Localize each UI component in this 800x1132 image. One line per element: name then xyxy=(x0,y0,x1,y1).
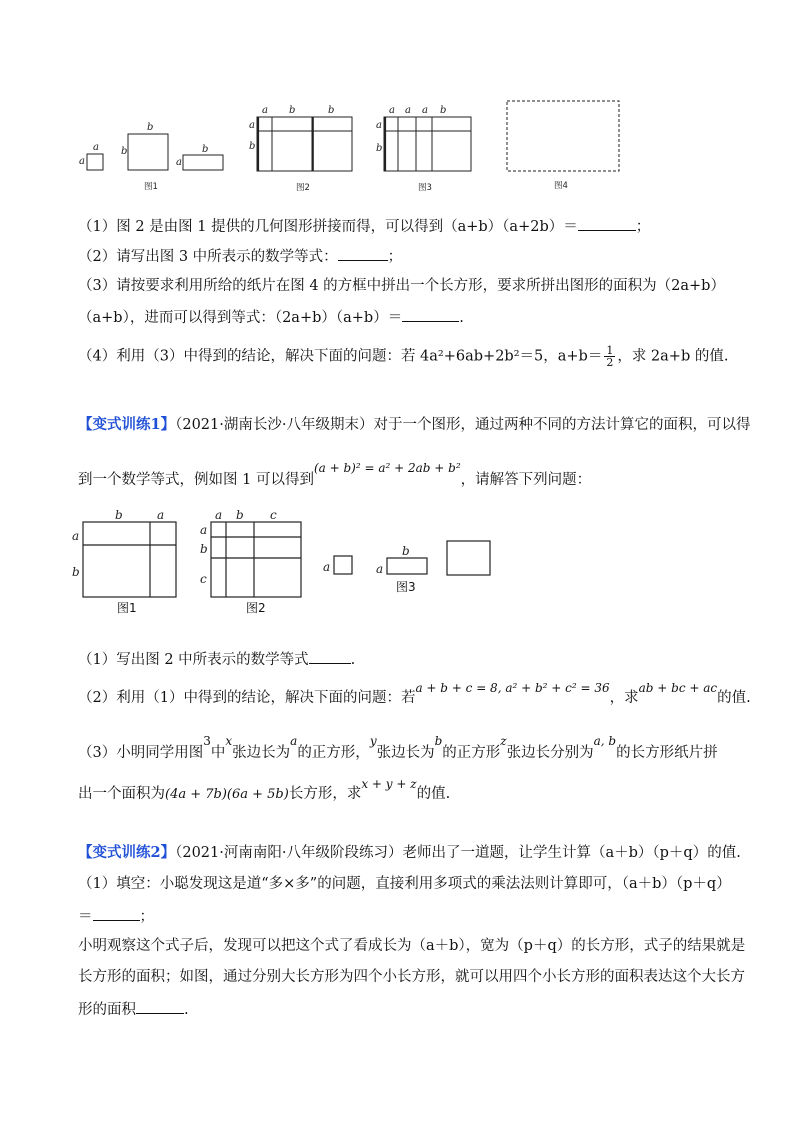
fig1-label: b xyxy=(202,144,209,155)
question-3: （3）请按要求利用所给的纸片在图 4 的方框中拼出一个长方形，要求所拼出图形的面积为（2a+b） xyxy=(78,278,725,294)
t1-question-3: （3）小明同学用图$^3$中$^x$张边长为$^a$的正方形，$^y$张边长为$^b$的正方形$^z$张边长分别为$^{a, b}$的长方形纸片拼 xyxy=(78,734,718,761)
fig3-label: a xyxy=(376,120,382,131)
fig3-caption: 图3 xyxy=(418,183,432,193)
fig3-label: b xyxy=(440,105,447,116)
fig3-label: a xyxy=(389,105,395,116)
t1-question-2: （2）利用（1）中得到的结论，解决下面的问题：若$^{a + b + c = 8, a^2 + b^2 + c^2 = 36}$，求$^{ab + bc + ac}$的值. xyxy=(78,681,751,706)
example-formula: (a + b)² = a² + 2ab + b² xyxy=(313,461,461,475)
t2-question-1-cont: ＝ ； xyxy=(78,905,154,927)
fig3-label: b xyxy=(376,143,383,154)
t2-paragraph-line: 小明观察这个式子后，发现可以把这个式了看成长为（a＋b），宽为（p＋q）的长方形，式子的结果就是 xyxy=(78,938,746,954)
training-1-tag: 【变式训练1】 xyxy=(78,416,176,433)
fig2-caption: 图2 xyxy=(296,183,310,193)
t2-question-1: （1）填空：小聪发现这是道“多×多”的问题，直接利用多项式的乘法法则计算即可，（a＋b）（p＋q） xyxy=(78,876,731,892)
t1-fig1-label: b xyxy=(115,508,123,522)
question-4: （4）利用（3）中得到的结论，解决下面的问题：若 4a²+6ab+2b²＝5，a+b＝ $\frac{1}{2}$ ，求 2a+b 的值. xyxy=(78,344,729,369)
fraction: $\frac{1}{2}$ xyxy=(606,344,614,369)
t1-fig3-rectangle xyxy=(387,558,427,574)
fig1-caption: 图1 xyxy=(144,182,158,192)
fig2-label: b xyxy=(289,105,296,116)
fig4-caption: 图4 xyxy=(554,181,568,191)
fig2-label: b xyxy=(249,141,256,152)
t1-fig2-label: b xyxy=(200,542,208,556)
fig3-label: a xyxy=(422,105,428,116)
t1-fig2-label: c xyxy=(200,572,207,586)
fig3-label: a xyxy=(405,105,411,116)
t1-fig1-label: b xyxy=(72,565,80,579)
t1-question-1: （1）写出图 2 中所表示的数学等式 . xyxy=(78,648,355,670)
t1-fig3-small-square xyxy=(334,556,352,574)
t1-fig1-label: a xyxy=(157,508,165,522)
fig1-label: b xyxy=(147,122,154,133)
training-2-intro: 【变式训练2】（2021·河南南阳·八年级阶段练习）老师出了一道题，让学生计算（a＋b）（p＋q）的值. xyxy=(78,844,741,861)
t2-paragraph-line: 长方形的面积；如图，通过分别大长方形为四个小长方形，就可以用四个小长方形的面积表达这个大长方 xyxy=(78,969,745,985)
t1-fig2-caption: 图2 xyxy=(246,601,266,615)
t1-fig2-rectangle xyxy=(211,522,301,597)
fig1-label: a xyxy=(176,157,182,168)
answer-blank[interactable] xyxy=(309,648,351,664)
training-1-intro-cont: 到一个数学等式，例如图 1 可以得到$^{(a + b)^2 = a^2 + 2ab + b^2}$，请解答下列问题： xyxy=(78,461,592,488)
training-2-tag: 【变式训练2】 xyxy=(78,844,176,861)
t1-fig1-caption: 图1 xyxy=(117,601,137,615)
t2-paragraph-line: 形的面积 . xyxy=(78,998,189,1020)
question-3-cont: （a+b），进而可以得到等式：（2a+b）（a+b）＝ . xyxy=(78,306,464,328)
fig2-label: a xyxy=(249,120,255,131)
answer-blank[interactable] xyxy=(136,998,184,1014)
question-1: （1）图 2 是由图 1 提供的几何图形拼接而得，可以得到（a+b）（a+2b）＝ ； xyxy=(78,215,650,237)
t1-fig2-label: b xyxy=(236,508,244,522)
t1-fig3-label: a xyxy=(323,560,331,574)
t1-fig3-label: a xyxy=(376,562,384,576)
fig1-label: a xyxy=(93,142,99,153)
answer-blank[interactable] xyxy=(93,905,140,921)
training-1-intro: 【变式训练1】（2021·湖南长沙·八年级期末）对于一个图形，通过两种不同的方法计算它的面积，可以得 xyxy=(78,416,751,433)
t1-fig2-label: a xyxy=(200,523,208,537)
t1-fig1-label: a xyxy=(72,529,80,543)
t1-fig2-label: a xyxy=(215,508,223,522)
t1-question-3-cont: 出一个面积为(4a + 7b)(6a + 5b)长方形，求$^{x + y + z}$的值. xyxy=(78,777,451,802)
t1-fig3-label: b xyxy=(402,544,410,558)
fig1-label: b xyxy=(121,146,128,157)
t1-fig2-label: c xyxy=(270,508,277,522)
t1-fig1-rectangle xyxy=(83,522,176,597)
t1-fig3-large-square xyxy=(447,541,490,575)
fig2-label: b xyxy=(328,105,335,116)
t1-fig3-caption: 图3 xyxy=(396,580,416,594)
fig1-label: a xyxy=(79,156,85,167)
question-2: （2）请写出图 3 中所表示的数学等式： ； xyxy=(78,245,402,267)
fig2-label: a xyxy=(262,105,268,116)
